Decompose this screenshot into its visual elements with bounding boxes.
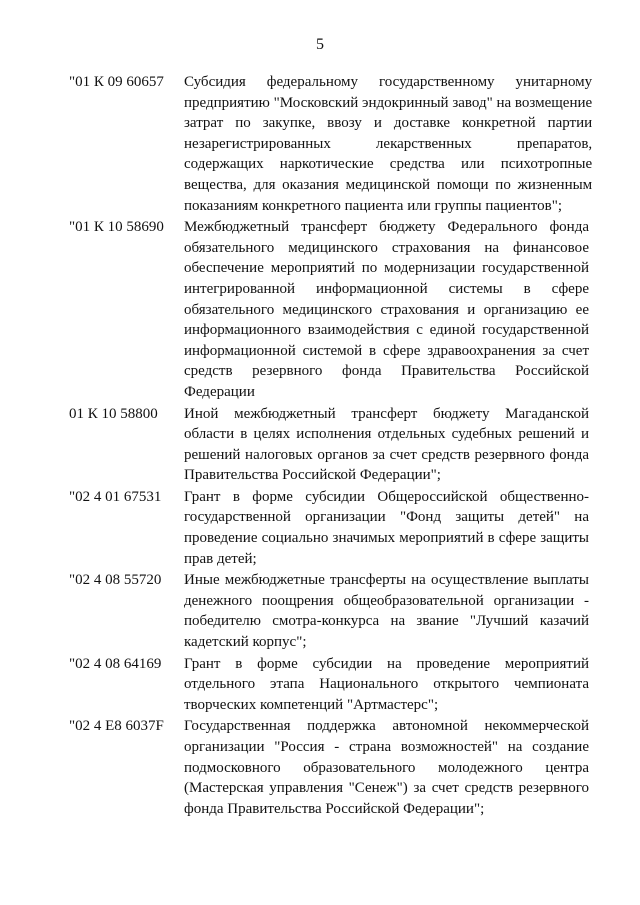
budget-code: "02 4 08 64169 [69, 655, 162, 672]
description-line: фонда Правительства Российской Федерации"; [184, 800, 485, 817]
description-line: победителю смотра-конкурса на звание "Лучший казачий [184, 613, 589, 630]
description-line: предприятию "Московский эндокринный завод" на возмещение [184, 94, 593, 111]
description-line: содержащих наркотические средства или психотропные [184, 156, 593, 173]
page-number: 5 [316, 36, 324, 53]
budget-code: "02 4 01 67531 [69, 488, 162, 505]
budget-entry [69, 217, 589, 402]
description-line: кадетский корпус"; [184, 634, 307, 651]
description-line: интегрированной информационной системы в сфере [184, 280, 589, 297]
budget-description [184, 72, 592, 216]
description-line: области в целях исполнения отдельных судебных решений и [184, 426, 589, 443]
description-line: Иной межбюджетный трансферт бюджету Магаданской [184, 405, 589, 422]
description-line: Федерации [184, 383, 255, 400]
description-line: подмосковного образовательного молодежного центра [184, 759, 589, 776]
description-line: денежного поощрения общеобразовательной организации - [184, 592, 589, 609]
budget-code: 01 К 10 58800 [69, 405, 158, 422]
description-line: отдельного этапа Национального открытого чемпионата [184, 676, 589, 693]
description-line: организации "Россия - страна возможностей" на создание [184, 739, 589, 755]
description-line: государственной организации "Фонд защиты детей" на [184, 509, 589, 526]
description-line: Субсидия федеральному государственному унитарному [184, 74, 593, 90]
description-line: Грант в форме субсидии на проведение мероприятий [184, 655, 589, 672]
description-line: прав детей; [184, 550, 257, 567]
description-line: показаниям конкретного пациента или группы пациентов"; [184, 197, 562, 214]
budget-entry [69, 716, 589, 819]
description-line: средств резервного фонда Правительства Российской [184, 363, 589, 380]
budget-code: "01 К 09 60657 [69, 74, 164, 90]
budget-code: "02 4 08 55720 [69, 572, 162, 589]
description-line: проведение социально значимых мероприятий в сфере защиты [184, 530, 589, 547]
description-line: незарегистрированных лекарственных препаратов, [184, 135, 593, 152]
description-line: обязательного медицинского страхования и организацию ее [184, 301, 589, 318]
description-line: Грант в форме субсидии Общероссийской общественно- [184, 488, 589, 505]
budget-entry [69, 570, 589, 652]
budget-description [184, 487, 589, 569]
budget-description [184, 654, 589, 716]
description-line: обеспечение мероприятий по модернизации государственной [184, 260, 589, 277]
budget-entry [69, 72, 593, 216]
budget-entry [69, 404, 589, 486]
description-line: затрат по закупке, ввозу и доставке конкретной партии [184, 115, 593, 132]
description-line: (Мастерская управления "Сенеж") за счет средств резервного [184, 780, 589, 797]
description-line: Межбюджетный трансферт бюджету Федерального фонда [184, 219, 589, 236]
description-line: Иные межбюджетные трансферты на осуществление выплаты [184, 572, 589, 589]
description-line: Государственная поддержка автономной некоммерческой [184, 718, 589, 735]
budget-description [184, 716, 589, 819]
budget-entry [69, 654, 589, 716]
budget-code: "01 К 10 58690 [69, 219, 164, 236]
budget-description [184, 217, 589, 402]
description-line: информационной системой в сфере здравоохранения за счет [184, 342, 589, 359]
budget-description [184, 570, 589, 652]
description-line: обязательного медицинского страхования на финансовое [184, 239, 589, 256]
description-line: Правительства Российской Федерации"; [184, 467, 441, 484]
budget-description [184, 404, 589, 486]
description-line: информационного взаимодействия с единой государственной [184, 322, 589, 339]
budget-entry [69, 487, 589, 569]
description-line: вещества, для оказания медицинской помощи по жизненным [184, 176, 593, 193]
description-line: творческих компетенций "Артмастерс"; [184, 696, 439, 713]
budget-code: "02 4 Е8 6037F [69, 718, 164, 735]
description-line: решений налоговых органов за счет средств резервного фонда [184, 446, 589, 463]
budget-code-list [69, 72, 593, 820]
